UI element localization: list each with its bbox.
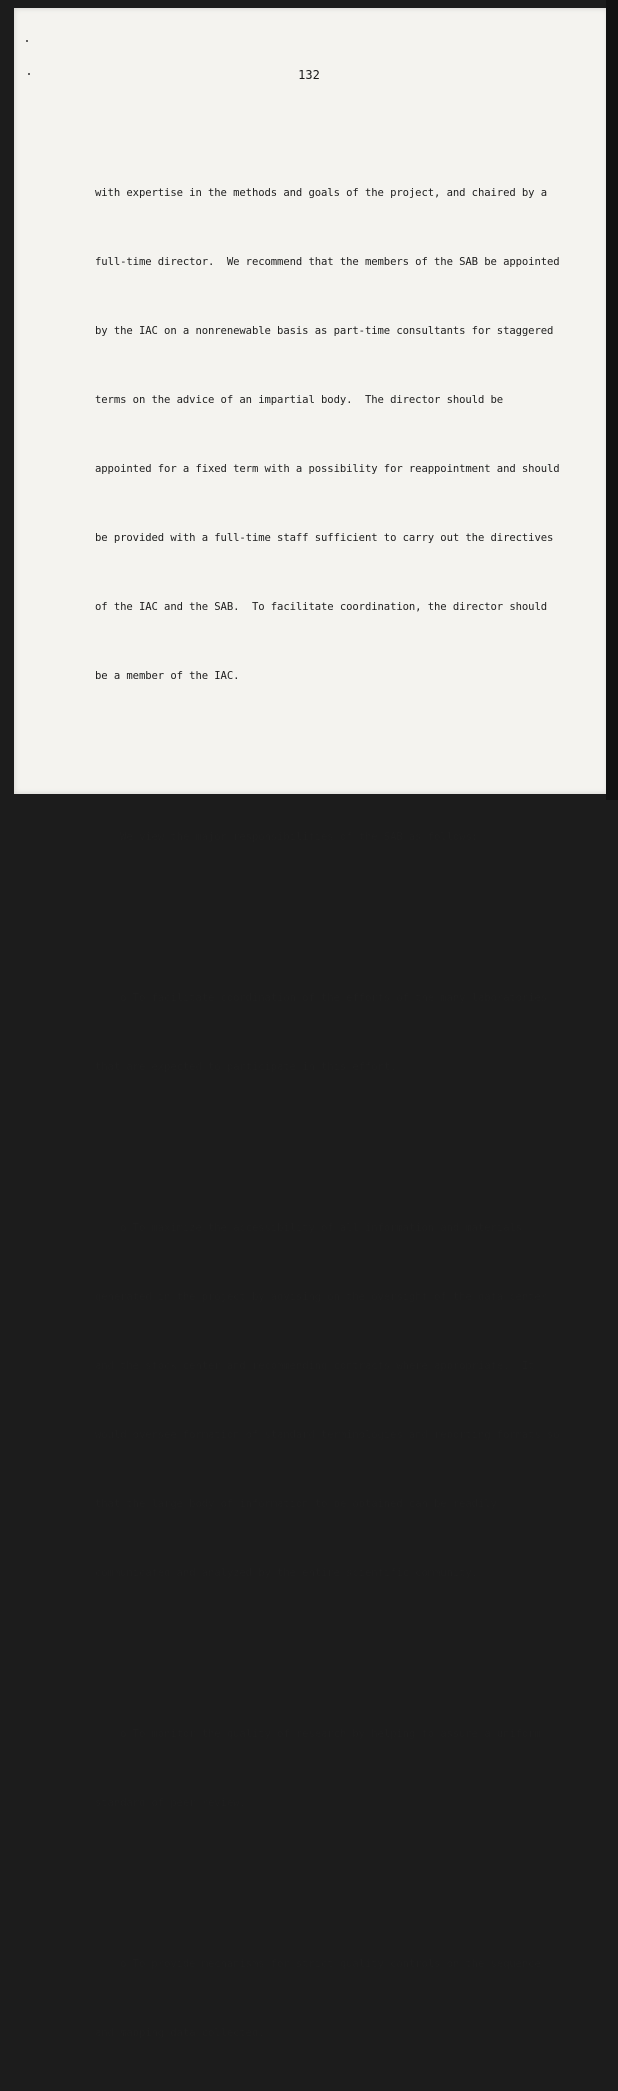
- bullet-line: o To maximize the accessibility of all information and materials: [95, 1222, 522, 1234]
- bullet-line: o To facilitate coordination of the efforts of the many laboratories: [95, 992, 548, 1004]
- text-line: terms on the advice of an impartial body. The director should be: [95, 394, 504, 406]
- text-line: full-time director. We recommend that the members of the SAB be appointed: [95, 256, 560, 268]
- page-number: 132: [298, 68, 320, 82]
- document-body: [95, 113, 560, 2091]
- text-line: by the IAC on a nonrenewable basis as part-time consultants for staggered: [95, 325, 554, 337]
- text-line: would oversee formation of standard terminologies and reporting formats so: [95, 1429, 560, 1441]
- text-line: be provided with a full-time staff sufficient to carry out the directives: [95, 532, 554, 544]
- scan-speck: [26, 40, 28, 42]
- page-edge-shadow: [606, 0, 618, 800]
- text-line: that are expected to participate in this effort.: [95, 1061, 397, 1073]
- text-line: of the IAC and the SAB. To facilitate coordination, the director should: [95, 601, 548, 613]
- text-line: and the stock center and recommending contracts where appropriate. It: [95, 1360, 535, 1372]
- bullet-line: o To monitor the quality of research by helping to assure a uniform: [95, 1728, 541, 1740]
- text-line: We view the major responsibilities of the SAB as follows:: [95, 831, 478, 843]
- text-line: with expertise in the methods and goals of the project, and chaired by a: [95, 187, 548, 199]
- text-line: appointed for a fixed term with a possibility for reappointment and should: [95, 463, 560, 475]
- bullet-line: o To provide mechanisms for strict quality controls on the sequence: [95, 1958, 541, 1970]
- text-line: generated in the project by advising on the oversight of the data center: [95, 1291, 548, 1303]
- text-line: be a member of the IAC.: [95, 670, 240, 682]
- text-line: communicated and analyzed by the entire scientific community.: [95, 1567, 478, 1579]
- text-line: and mapping data collected.: [95, 2027, 265, 2039]
- text-line: that the large body of information to be obtained can be readily: [95, 1498, 497, 1510]
- text-line: standard of peer review.: [95, 1797, 246, 1809]
